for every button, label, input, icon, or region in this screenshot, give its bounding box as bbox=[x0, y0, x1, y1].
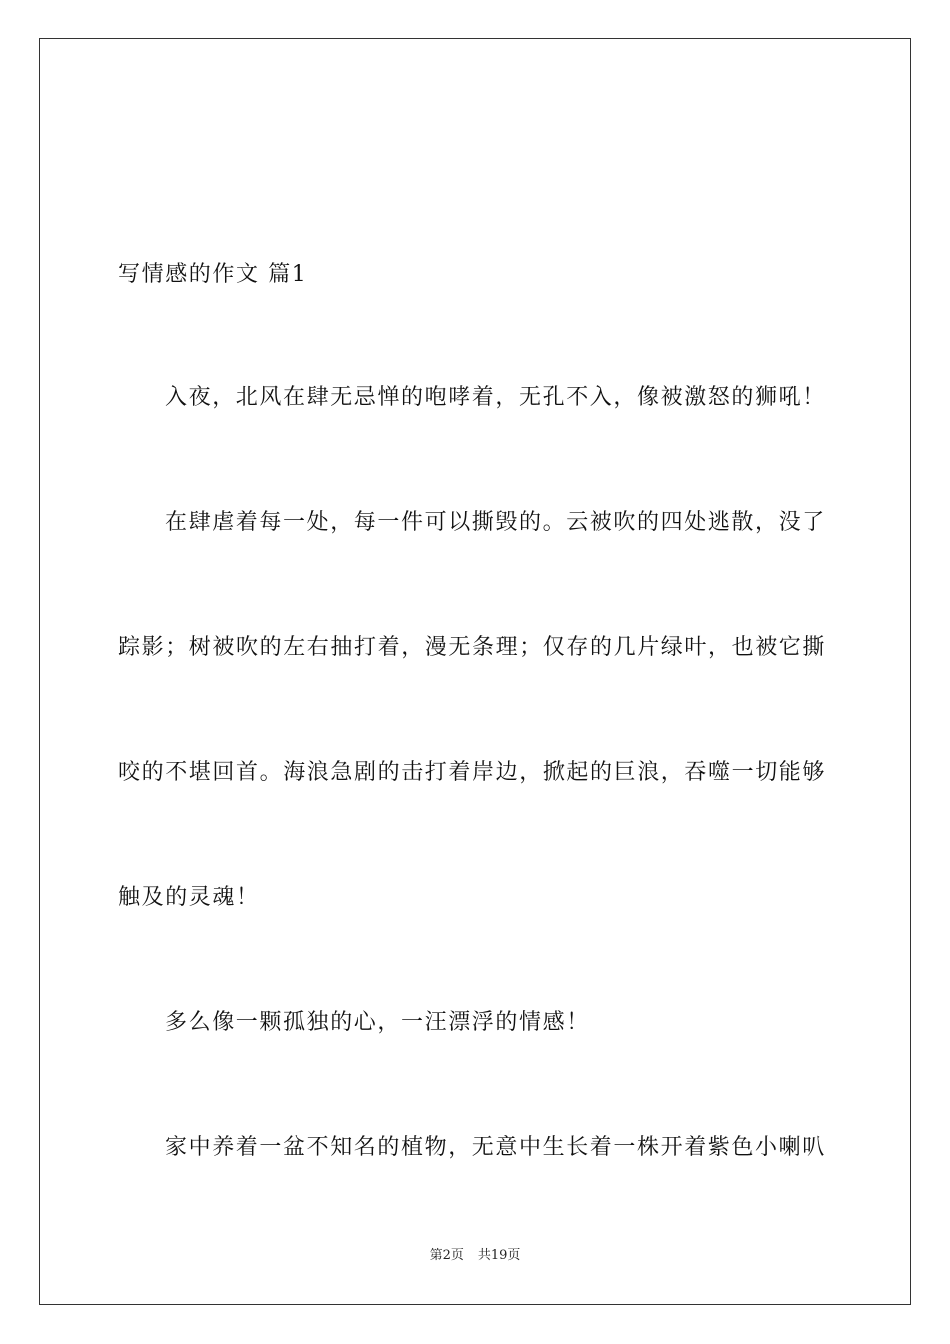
paragraph-line: 多么像一颗孤独的心，一汪漂浮的情感！ bbox=[165, 1010, 590, 1035]
paragraph-line: 触及的灵魂！ bbox=[118, 885, 260, 910]
paragraph-line: 踪影；树被吹的左右抽打着，漫无条理；仅存的几片绿叶，也被它撕 bbox=[118, 635, 827, 660]
paragraph-line: 咬的不堪回首。海浪急剧的击打着岸边，掀起的巨浪，吞噬一切能够 bbox=[118, 760, 827, 785]
page-total: 共19页 bbox=[477, 1248, 521, 1263]
page-number: 第2页 bbox=[429, 1248, 464, 1263]
page-footer bbox=[0, 1248, 950, 1264]
document-title: 写情感的作文 篇1 bbox=[118, 262, 308, 287]
paragraph-line: 在肆虐着每一处，每一件可以撕毁的。云被吹的四处逃散，没了 bbox=[165, 510, 826, 535]
page-border bbox=[39, 38, 911, 1305]
paragraph-line: 入夜，北风在肆无忌惮的咆哮着，无孔不入，像被激怒的狮吼！ bbox=[165, 385, 826, 410]
paragraph-line: 家中养着一盆不知名的植物，无意中生长着一株开着紫色小喇叭 bbox=[165, 1135, 826, 1160]
